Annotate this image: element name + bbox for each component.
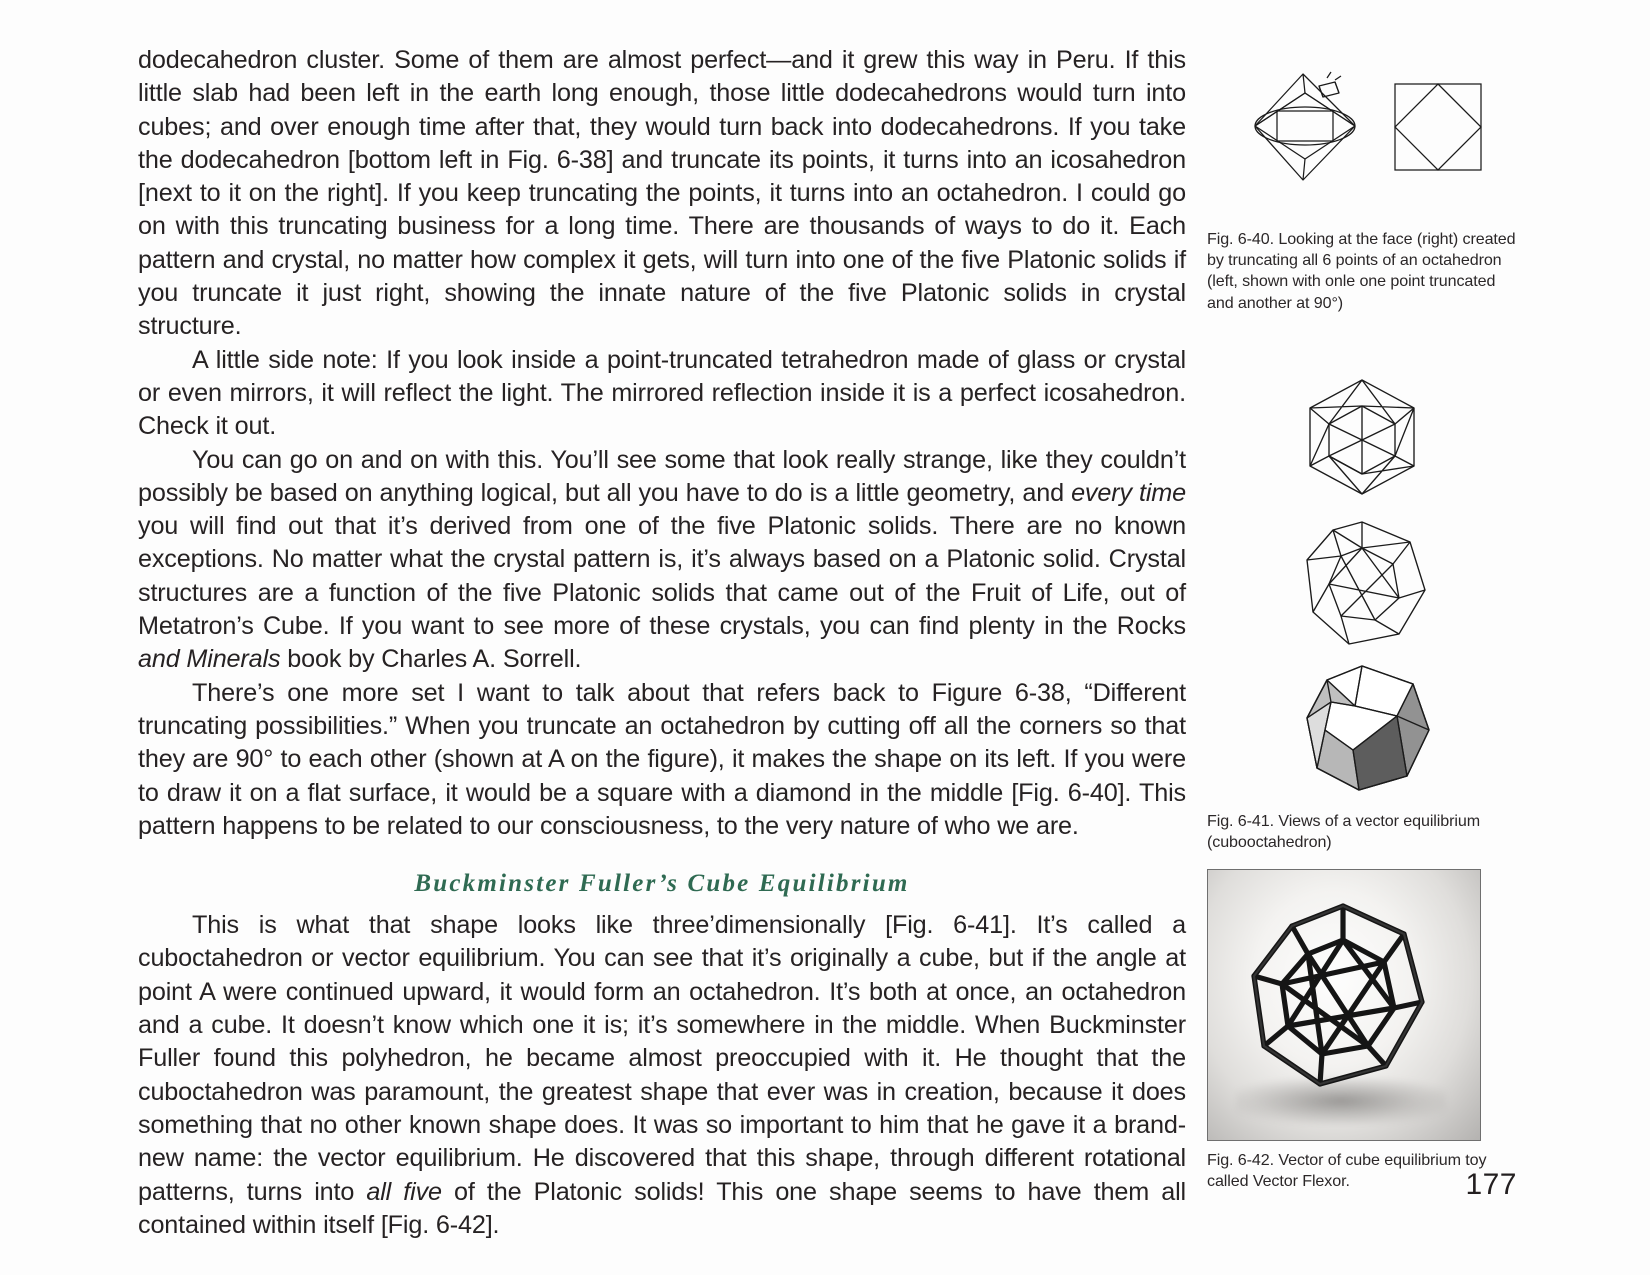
- octahedron-square-diamond-icon: [1207, 60, 1517, 212]
- paragraph-4: There’s one more set I want to talk about that refers back to Figure 6-38, “Different truncating possibilities.” When you truncate an octahedron by cutting off all the corners so that they are 90° to each other (shown at A on the figure), it makes the shape on its left. If you were to draw it on a flat surface, it would be a square with a diamond in the middle [Fig. 6-40]. This pattern happens to be related to our consciousness, to the very nature of who we are.: [138, 678, 1186, 840]
- figure-6-41-artwork: [1207, 372, 1517, 802]
- paragraph-3: You can go on and on with this. You’ll see some that look really strange, like they couldn’t possibly be based on anything logical, but all you have to do is a little geometry, and every time you will find out that it’s derived from one of the five Platonic solids. There are no known exceptions. No matter what the crystal pattern is, it’s always based on a Platonic solid. Crystal structures are a function of the five Platonic solids that came out of the Fruit of Life, out of Metatron’s Cube. If you want to see more of these crystals, you can find plenty in the Rocks and Minerals book by Charles A. Sorrell.: [138, 445, 1186, 674]
- main-text-column: [138, 44, 1186, 1242]
- figure-column: [1207, 60, 1517, 1193]
- paragraph-5: This is what that shape looks like three’dimensionally [Fig. 6-41]. It’s called a cuboctahedron or vector equilibrium. You can see that it’s originally a cube, but if the angle at point A were continued upward, it would form an octahedron. It’s both at once, an octahedron and a cube. It doesn’t know which one it is; it’s somewhere in the middle. When Buckminster Fuller found this polyhedron, he became almost preoccupied with it. He thought that the cuboctahedron was paramount, the greatest shape that ever was in creation, because it does something that no other known shape does. It was so important to him that he gave it a brand-new name: the vector equilibrium. He discovered that this shape, through different rotational patterns, turns into all five of the Platonic solids! This one shape seems to have them all contained within itself [Fig. 6-42].: [138, 911, 1186, 1239]
- figure-6-41-caption: Fig. 6-41. Views of a vector equilibrium (cubooctahedron): [1207, 811, 1480, 852]
- cuboctahedron-views-icon: [1207, 372, 1517, 802]
- page-number: 177: [1465, 1168, 1517, 1201]
- paragraph-1: dodecahedron cluster. Some of them are almost perfect—and it grew this way in Peru. If this little slab had been left in the earth long enough, those little dodecahedrons would turn into cubes; and over enough time after that, they would turn back into dodecahedrons. If you take the dodecahedron [bottom left in Fig. 6-38] and truncate its points, it turns into an icosahedron [next to it on the right]. If you keep truncating the points, it turns into an octahedron. I could go on with this truncating business for a long time. There are thousands of ways to do it. Each pattern and crystal, no matter how complex it gets, will turn into one of the five Platonic solids if you truncate it just right, showing the innate nature of the five Platonic solids in crystal structure.: [138, 46, 1186, 341]
- figure-6-40-caption: Fig. 6-40. Looking at the face (right) created by truncating all 6 points of an octahedron (left, shown with onle one point truncated and another at 90°): [1207, 230, 1516, 312]
- section-heading: Buckminster Fuller’s Cube Equilibrium: [414, 870, 910, 898]
- figure-6-42-caption: Fig. 6-42. Vector of cube equilibrium toy called Vector Flexor.: [1207, 1151, 1487, 1191]
- vector-flexor-toy-icon: [1208, 870, 1478, 1138]
- figure-6-40-artwork: [1207, 60, 1517, 220]
- paragraph-2: A little side note: If you look inside a point-truncated tetrahedron made of glass or crystal or even mirrors, it will reflect the light. The mirrored reflection inside it is a perfect icosahedron. Check it out.: [138, 345, 1186, 441]
- figure-6-42-artwork: [1207, 869, 1481, 1141]
